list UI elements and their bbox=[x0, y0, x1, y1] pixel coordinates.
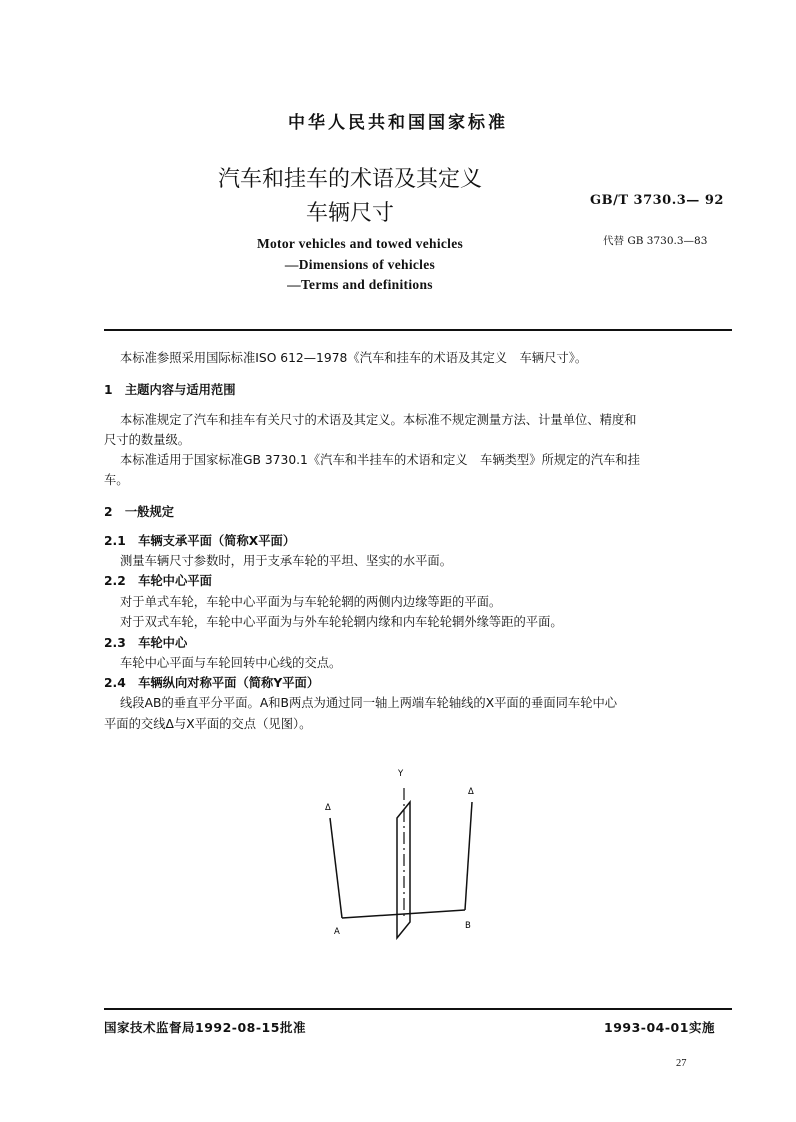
section-1-para2-line2: 车。 bbox=[104, 473, 129, 487]
standard-title-line2: 车辆尺寸 bbox=[305, 201, 394, 226]
section-2-3-heading: 2.3 车轮中心 bbox=[104, 636, 188, 650]
delta-right-label: Δ bbox=[468, 787, 474, 797]
section-2-2-heading: 2.2 车轮中心平面 bbox=[104, 574, 212, 588]
left-wheel-plane-line bbox=[330, 818, 342, 918]
symmetry-plane-figure bbox=[300, 760, 500, 950]
approval-date: 国家技术监督局1992-08-15批准 bbox=[104, 1020, 306, 1035]
english-title-line2: —Dimensions of vehicles bbox=[284, 257, 436, 272]
page-number: 27 bbox=[676, 1058, 687, 1069]
y-label: Y bbox=[398, 769, 404, 779]
section-2-3-text: 车轮中心平面与车轮回转中心线的交点。 bbox=[120, 656, 342, 670]
footer-rule bbox=[104, 1008, 732, 1010]
delta-left-label: Δ bbox=[325, 803, 331, 813]
section-1-para1-line2: 尺寸的数量级。 bbox=[104, 433, 191, 447]
standard-title-line1: 汽车和挂车的术语及其定义 bbox=[217, 167, 482, 192]
section-2-1-text: 测量车辆尺寸参数时，用于支承车轮的平坦、坚实的水平面。 bbox=[120, 554, 453, 568]
section-1-para1-line1: 本标准规定了汽车和挂车有关尺寸的术语及其定义。本标准不规定测量方法、计量单位、精度和 bbox=[120, 413, 637, 427]
section-2-1-heading: 2.1 车辆支承平面（简称X平面） bbox=[104, 534, 296, 548]
section-1-para2-line1: 本标准适用于国家标准GB 3730.1《汽车和半挂车的术语和定义 车辆类型》所规定的汽车和挂 bbox=[120, 453, 640, 467]
replaces-standard: 代替 GB 3730.3—83 bbox=[603, 235, 708, 247]
point-b-label: B bbox=[465, 921, 471, 931]
section-2-4-text2: 平面的交线Δ与X平面的交点（见图）。 bbox=[104, 717, 312, 731]
header-rule bbox=[104, 329, 732, 331]
intro-paragraph: 本标准参照采用国际标准ISO 612—1978《汽车和挂车的术语及其定义 车辆尺寸》。 bbox=[120, 351, 588, 365]
issuing-nation-title: 中华人民共和国国家标准 bbox=[288, 113, 508, 133]
point-a-label: A bbox=[334, 927, 340, 937]
english-title-line3: —Terms and definitions bbox=[287, 277, 433, 292]
section-2-4-heading: 2.4 车辆纵向对称平面（简称Y平面） bbox=[104, 676, 320, 690]
section-2-2-text2: 对于双式车轮，车轮中心平面为与外车轮轮辋内缘和内车轮轮辋外缘等距的平面。 bbox=[120, 615, 563, 629]
section-2-heading: 2 一般规定 bbox=[104, 505, 175, 519]
effective-date: 1993-04-01实施 bbox=[604, 1020, 715, 1035]
english-title-line1: Motor vehicles and towed vehicles bbox=[256, 236, 464, 251]
section-2-4-text1: 线段AB的垂直平分平面。A和B两点为通过同一轴上两端车轮轴线的X平面的垂面同车轮中心 bbox=[120, 696, 618, 710]
section-1-heading: 1 主题内容与适用范围 bbox=[104, 383, 236, 397]
section-2-2-text1: 对于单式车轮，车轮中心平面为与车轮轮辋的两侧内边缘等距的平面。 bbox=[120, 595, 502, 609]
standard-code: GB/T 3730.3— 92 bbox=[590, 193, 724, 208]
right-wheel-plane-line bbox=[465, 802, 472, 910]
